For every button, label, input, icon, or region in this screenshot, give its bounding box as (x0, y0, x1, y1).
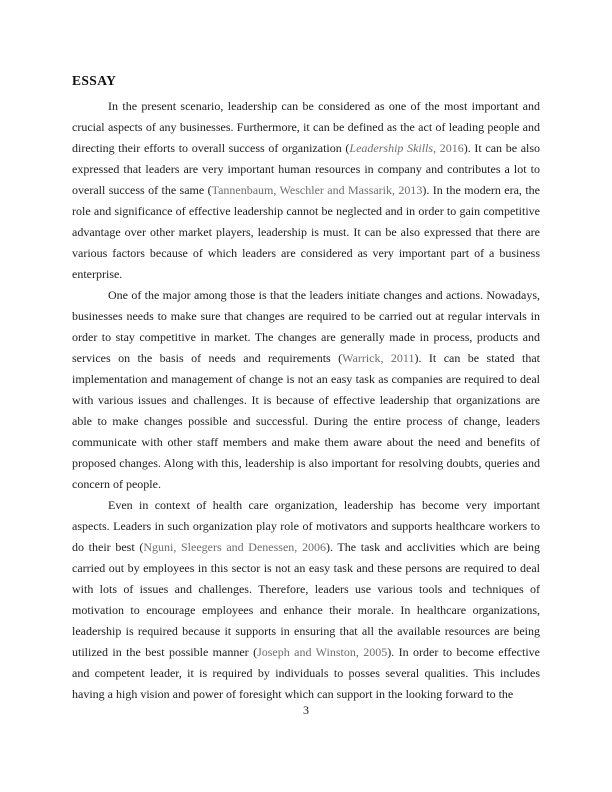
paragraph-text: ). The task and acclivities which are being carried out by employees in this sector is not an easy task and these persons are required to deal with lots of issues and challenges. Therefore, leaders use various tools and techniques of motivation to encourage employees and enhance their morale. In healthcare organizations, leadership is required because it supports in ensuring that all the available resources are being utilized in the best possible manner ( (72, 540, 541, 659)
paragraph-text: ). In the modern era, the role and significance of effective leadership cannot be neglected and in order to gain competitive advantage over other market players, leadership is must. It can be also expressed that there are various factors because of which leaders are considered as very important part of a business enterprise. (72, 183, 540, 281)
paragraph-text: ). It can be stated that implementation and management of change is not an easy task as companies are required to deal with various issues and challenges. It is because of effective leadership that organizations are able to make changes possible and successful. During the entire process of change, leaders communicate with other staff members and make them aware about the need and benefits of proposed changes. Along with this, leadership is also important for resolving doubts, queries and concern of people. (72, 351, 540, 491)
paragraph-text: Even in context of health care organization, leadership has become very important aspects. Leaders in such organization play role of motivators and supports healthcare workers to do their best ( (72, 498, 540, 554)
citation-text: Leadership Skills (349, 141, 434, 155)
page-number: 3 (303, 703, 309, 717)
essay-paragraph (72, 96, 540, 285)
essay-paragraph (72, 495, 540, 705)
citation-text: Joseph and Winston, 2005 (257, 645, 388, 659)
essay-paragraph (72, 285, 540, 495)
paragraph-text: ). In order to become effective and competent leader, it is required by individuals to posses several qualities. This includes having a high vision and power of foresight which can support in the looking forward to the (72, 645, 540, 701)
paragraph-text: One of the major among those is that the leaders initiate changes and actions. Nowadays, businesses needs to make sure that changes are required to be carried out at regular intervals in order to stay competitive in market. The changes are generally made in process, products and services on the basis of needs and requirements ( (72, 288, 540, 365)
essay-content (72, 72, 540, 705)
essay-body (72, 96, 540, 705)
paragraph-text: ). It can be also expressed that leaders are very important human resources in company and contributes a lot to overall success of the same ( (72, 141, 541, 197)
citation-text: Warrick, 2011 (342, 351, 415, 365)
paragraph-text: In the present scenario, leadership can be considered as one of the most important and crucial aspects of any businesses. Furthermore, it can be defined as the act of leading people and directing their efforts to overall success of organization ( (72, 99, 540, 155)
essay-heading: ESSAY (72, 73, 117, 88)
citation-text: , 2016 (433, 141, 464, 155)
citation-text: Nguni, Sleegers and Denessen, 2006 (143, 540, 326, 554)
citation-text: Tannenbaum, Weschler and Massarik, 2013 (211, 183, 423, 197)
